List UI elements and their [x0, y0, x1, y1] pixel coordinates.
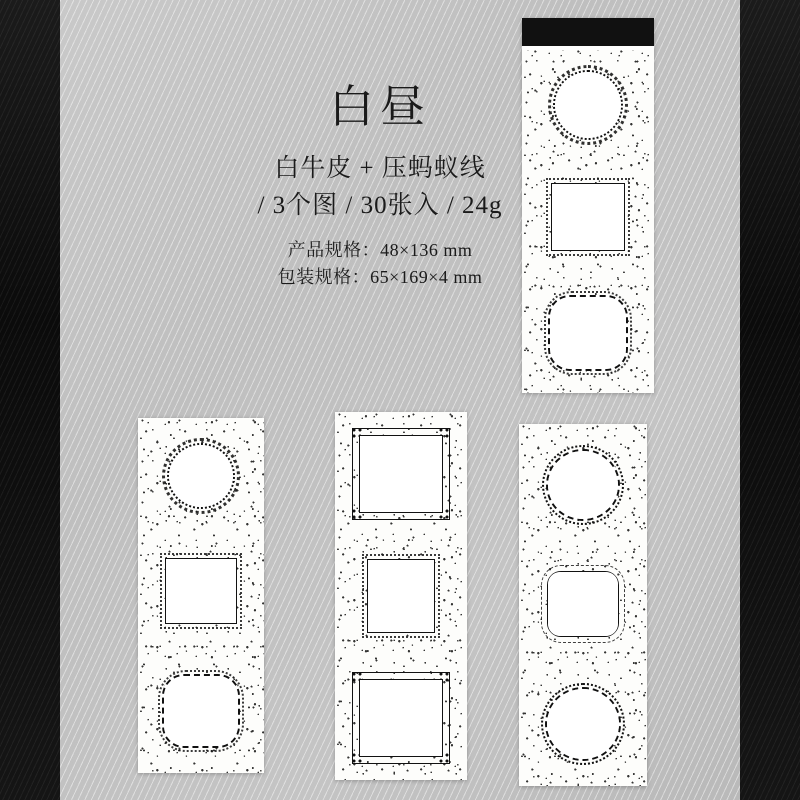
spec-product-size: 产品规格：48×136 mm: [287, 240, 473, 260]
rounded-dashed-frame: [548, 295, 628, 371]
frame-inner: [164, 676, 238, 746]
product-title: 白昼: [328, 82, 431, 132]
wreath-circle-frame: [545, 687, 621, 761]
sheet-strip-left: [138, 418, 264, 773]
rounded-dashed-frame: [162, 674, 240, 748]
circle-dotted-frame: [553, 70, 623, 140]
square-dotted-frame: [165, 558, 237, 624]
scallop-square-frame: [547, 571, 619, 637]
frame-stack: [522, 18, 654, 393]
frame-inner: [555, 72, 621, 138]
right-dark-border: [740, 0, 800, 800]
circle-dotted-frame: [167, 443, 235, 509]
product-material: 白牛皮 + 压蚂蚁线: [274, 155, 486, 182]
frame-inner: [548, 572, 618, 636]
frame-stack: [138, 418, 264, 773]
wreath-circle-frame: [546, 449, 620, 521]
frame-inner: [169, 445, 233, 507]
frame-inner: [368, 560, 434, 632]
frame-inner: [360, 436, 442, 512]
square-dotted-frame: [551, 183, 625, 251]
square-dotted-frame: [367, 559, 435, 633]
frame-inner: [552, 184, 624, 250]
frame-inner: [548, 451, 618, 519]
package-strip: [522, 18, 654, 393]
sheet-strip-right: [519, 424, 647, 786]
frame-inner: [550, 297, 626, 369]
ornate-square-frame: [359, 679, 443, 757]
frame-stack: [335, 412, 467, 780]
gray-striped-backdrop: [60, 0, 740, 800]
frame-inner: [547, 689, 619, 759]
product-count: / 3个图 / 30张入 / 24g: [257, 191, 503, 219]
left-dark-border: [0, 0, 60, 800]
sheet-strip-center: [335, 412, 467, 780]
frame-inner: [360, 680, 442, 756]
frame-stack: [519, 424, 647, 786]
spec-package-size: 包装规格：65×169×4 mm: [277, 267, 483, 287]
ornate-square-frame: [359, 435, 443, 513]
frame-inner: [166, 559, 236, 623]
